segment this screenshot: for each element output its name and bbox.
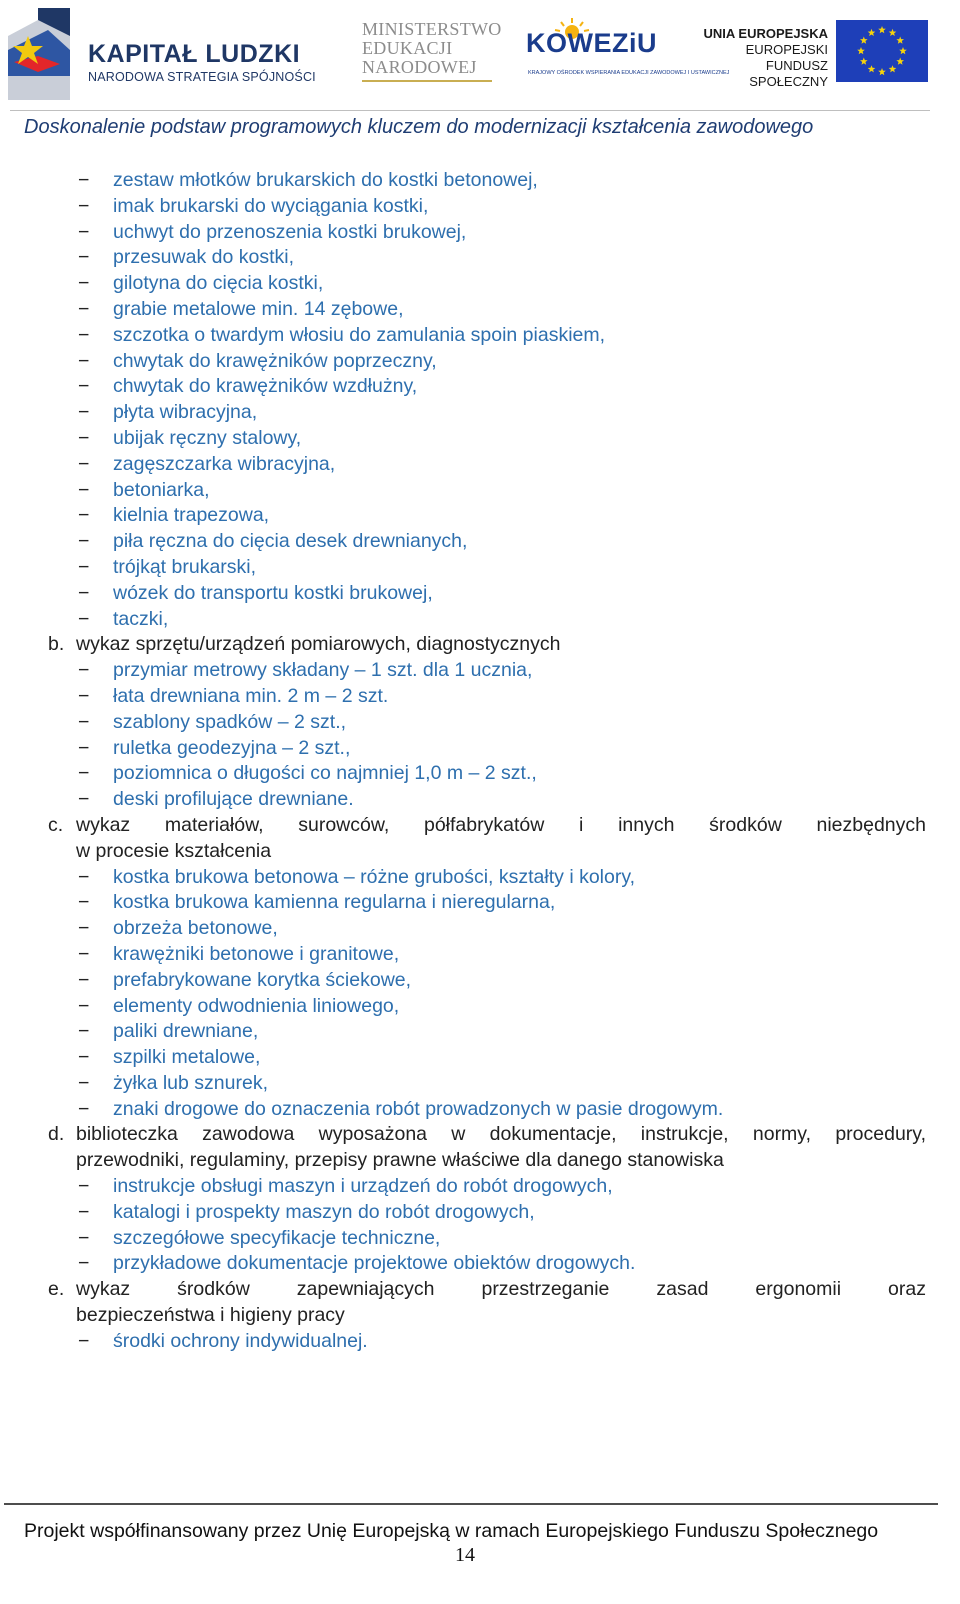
section-title: wykaz sprzętu/urządzeń pomiarowych, diagnostycznych bbox=[76, 633, 561, 656]
list-item-text: znaki drogowe do oznaczenia robót prowadzonych w pasie drogowym. bbox=[113, 1097, 724, 1120]
dash-bullet: − bbox=[78, 1200, 90, 1223]
list-item-text: obrzeża betonowe, bbox=[113, 917, 278, 940]
dash-bullet: − bbox=[78, 194, 90, 217]
dash-bullet: − bbox=[78, 994, 90, 1017]
list-item-text: szczotka o twardym włosiu do zamulania spoin piaskiem, bbox=[113, 323, 606, 346]
unia-europejska-logo bbox=[690, 20, 930, 90]
list-item-text: poziomnica o długości co najmniej 1,0 m – 2 szt., bbox=[113, 762, 537, 785]
dash-bullet: − bbox=[78, 1020, 90, 1043]
dash-bullet: − bbox=[78, 323, 90, 346]
list-item bbox=[0, 1097, 960, 1123]
list-item bbox=[0, 1019, 960, 1045]
dash-bullet: − bbox=[78, 530, 90, 553]
list-item-text: ubijak ręczny stalowy, bbox=[113, 426, 302, 449]
dash-bullet: − bbox=[78, 375, 90, 398]
list-item bbox=[0, 503, 960, 529]
section-title-line: wykaz środków zapewniających przestrzeganie zasad ergonomii oraz bbox=[76, 1278, 926, 1301]
kapital-ludzki-emblem-icon bbox=[8, 6, 72, 102]
list-item bbox=[0, 684, 960, 710]
list-item bbox=[0, 194, 960, 220]
koweziu-name: KOWEZiU bbox=[526, 28, 657, 58]
dash-bullet: − bbox=[78, 942, 90, 965]
list-item bbox=[0, 1045, 960, 1071]
list-item-text: gilotyna do cięcia kostki, bbox=[113, 272, 324, 295]
dash-bullet: − bbox=[78, 1252, 90, 1275]
list-item-text: katalogi i prospekty maszyn do robót drogowych, bbox=[113, 1200, 535, 1223]
list-item bbox=[0, 245, 960, 271]
ministry-gold-rule bbox=[362, 80, 492, 82]
list-item-text: szpilki metalowe, bbox=[113, 1046, 261, 1069]
list-item-text: płyta wibracyjna, bbox=[113, 401, 258, 424]
section-e-heading bbox=[0, 1277, 960, 1329]
list-item-text: prefabrykowane korytka ściekowe, bbox=[113, 968, 412, 991]
dash-bullet: − bbox=[78, 555, 90, 578]
ministry-line-1: MINISTERSTWO bbox=[362, 19, 502, 39]
kapital-ludzki-logo bbox=[6, 4, 316, 104]
dash-bullet: − bbox=[78, 788, 90, 811]
list-item-text: ruletka geodezyjna – 2 szt., bbox=[113, 736, 351, 759]
dash-bullet: − bbox=[78, 272, 90, 295]
koweziu-logo bbox=[524, 14, 730, 84]
list-item-text: paliki drewniane, bbox=[113, 1020, 259, 1043]
list-item bbox=[0, 1174, 960, 1200]
list-item bbox=[0, 271, 960, 297]
dash-bullet: − bbox=[78, 169, 90, 191]
list-item bbox=[0, 1226, 960, 1252]
list-item bbox=[0, 658, 960, 684]
list-item bbox=[0, 478, 960, 504]
list-item-text: kostka brukowa kamienna regularna i nieregularna, bbox=[113, 891, 556, 914]
list-item-text: łata drewniana min. 2 m – 2 szt. bbox=[113, 684, 389, 707]
dash-bullet: − bbox=[78, 1046, 90, 1069]
list-item-text: betoniarka, bbox=[113, 478, 210, 501]
list-item bbox=[0, 1251, 960, 1277]
section-b-heading bbox=[0, 632, 960, 658]
eu-line-3: FUNDUSZ SPOŁECZNY bbox=[749, 58, 828, 89]
list-item-text: kostka brukowa betonowa – różne grubości, kształty i kolory, bbox=[113, 865, 636, 888]
dash-bullet: − bbox=[78, 297, 90, 320]
section-title-line: przewodniki, regulaminy, przepisy prawne właściwe dla danego stanowiska bbox=[76, 1149, 724, 1172]
list-item-text: przesuwak do kostki, bbox=[113, 246, 294, 269]
list-item bbox=[0, 297, 960, 323]
list-item bbox=[0, 942, 960, 968]
section-title-line: w procesie kształcenia bbox=[76, 839, 272, 862]
list-item-text: kielnia trapezowa, bbox=[113, 504, 270, 527]
list-item-text: żyłka lub sznurek, bbox=[113, 1071, 268, 1094]
dash-bullet: − bbox=[78, 1226, 90, 1249]
dash-bullet: − bbox=[78, 917, 90, 940]
section-title-line: wykaz materiałów, surowców, półfabrykatów i innych środków niezbędnych bbox=[76, 813, 926, 836]
dash-bullet: − bbox=[78, 865, 90, 888]
page-header-title: Doskonalenie podstaw programowych kluczem do modernizacji kształcenia zawodowego bbox=[24, 116, 814, 138]
list-item-text: imak brukarski do wyciągania kostki, bbox=[113, 194, 429, 217]
dash-bullet: − bbox=[78, 659, 90, 682]
dash-bullet: − bbox=[78, 581, 90, 604]
dash-bullet: − bbox=[78, 401, 90, 424]
list-item bbox=[0, 736, 960, 762]
section-letter: d. bbox=[48, 1123, 65, 1146]
section-letter: b. bbox=[48, 633, 65, 656]
list-item-text: elementy odwodnienia liniowego, bbox=[113, 994, 400, 1017]
list-item bbox=[0, 916, 960, 942]
section-title-line: biblioteczka zawodowa wyposażona w dokumentacje, instrukcje, normy, procedury, bbox=[76, 1123, 926, 1146]
list-item-text: chwytak do krawężników wzdłużny, bbox=[113, 375, 418, 398]
section-d-heading bbox=[0, 1122, 960, 1174]
eu-line-2: EUROPEJSKI bbox=[745, 42, 828, 57]
section-title bbox=[76, 813, 926, 865]
dash-bullet: − bbox=[78, 246, 90, 269]
dash-bullet: − bbox=[78, 478, 90, 501]
dash-bullet: − bbox=[78, 426, 90, 449]
list-e bbox=[0, 1329, 960, 1355]
list-item-text: przykładowe dokumentacje projektowe obiektów drogowych. bbox=[113, 1252, 636, 1275]
ministry-line-3: NARODOWEJ bbox=[362, 57, 477, 77]
list-a-continued bbox=[0, 168, 960, 632]
ministry-line-2: EDUKACJI bbox=[362, 38, 453, 58]
list-item bbox=[0, 1329, 960, 1355]
dash-bullet: − bbox=[78, 1329, 90, 1352]
list-item bbox=[0, 426, 960, 452]
dash-bullet: − bbox=[78, 452, 90, 475]
list-item bbox=[0, 787, 960, 813]
list-d bbox=[0, 1174, 960, 1277]
list-item bbox=[0, 555, 960, 581]
logo-strip bbox=[0, 0, 960, 108]
list-item bbox=[0, 374, 960, 400]
list-item bbox=[0, 710, 960, 736]
list-item-text: przymiar metrowy składany – 1 szt. dla 1 ucznia, bbox=[113, 659, 533, 682]
list-item-text: deski profilujące drewniane. bbox=[113, 788, 354, 811]
section-letter: e. bbox=[48, 1278, 65, 1301]
list-item-text: zestaw młotków brukarskich do kostki betonowej, bbox=[113, 169, 538, 191]
kapital-ludzki-subtitle: NARODOWA STRATEGIA SPÓJNOŚCI bbox=[88, 70, 316, 84]
dash-bullet: − bbox=[78, 504, 90, 527]
dash-bullet: − bbox=[78, 1175, 90, 1198]
dash-bullet: − bbox=[78, 762, 90, 785]
list-item bbox=[0, 1200, 960, 1226]
section-title bbox=[76, 1122, 926, 1174]
list-item-text: zagęszczarka wibracyjna, bbox=[113, 452, 336, 475]
section-letter: c. bbox=[48, 813, 64, 836]
page-number: 14 bbox=[455, 1544, 475, 1566]
list-item-text: instrukcje obsługi maszyn i urządzeń do robót drogowych, bbox=[113, 1175, 613, 1198]
list-item-text: taczki, bbox=[113, 607, 169, 630]
eu-text bbox=[690, 26, 828, 90]
section-title bbox=[76, 1277, 926, 1329]
dash-bullet: − bbox=[78, 607, 90, 630]
list-item-text: grabie metalowe min. 14 zębowe, bbox=[113, 297, 404, 320]
footer-divider bbox=[4, 1503, 938, 1505]
list-item-text: szablony spadków – 2 szt., bbox=[113, 710, 347, 733]
list-item-text: krawężniki betonowe i granitowe, bbox=[113, 942, 400, 965]
list-item bbox=[0, 968, 960, 994]
list-item bbox=[0, 168, 960, 194]
dash-bullet: − bbox=[78, 968, 90, 991]
list-item bbox=[0, 607, 960, 633]
section-title-line: bezpieczeństwa i higieny pracy bbox=[76, 1304, 345, 1327]
list-item bbox=[0, 1071, 960, 1097]
list-item bbox=[0, 400, 960, 426]
list-item bbox=[0, 452, 960, 478]
dash-bullet: − bbox=[78, 1097, 90, 1120]
list-item-text: środki ochrony indywidualnej. bbox=[113, 1329, 368, 1352]
list-item bbox=[0, 323, 960, 349]
section-c-heading bbox=[0, 813, 960, 865]
list-item bbox=[0, 761, 960, 787]
ministerstwo-edukacji-logo bbox=[362, 20, 502, 80]
dash-bullet: − bbox=[78, 684, 90, 707]
kapital-ludzki-title: KAPITAŁ LUDZKI bbox=[88, 40, 301, 68]
list-item-text: piła ręczna do cięcia desek drewnianych, bbox=[113, 530, 468, 553]
list-item bbox=[0, 994, 960, 1020]
list-c bbox=[0, 865, 960, 1123]
list-b bbox=[0, 658, 960, 813]
dash-bullet: − bbox=[78, 891, 90, 914]
list-item-text: uchwyt do przenoszenia kostki brukowej, bbox=[113, 220, 467, 243]
list-item-text: trójkąt brukarski, bbox=[113, 555, 257, 578]
list-item bbox=[0, 581, 960, 607]
koweziu-subtitle: KRAJOWY OŚRODEK WSPIERANIA EDUKACJI ZAWODOWEJ I USTAWICZNEJ bbox=[528, 70, 730, 76]
footer-funding-note: Projekt współfinansowany przez Unię Europejską w ramach Europejskiego Funduszu Społecznego bbox=[24, 1520, 879, 1542]
list-item bbox=[0, 349, 960, 375]
dash-bullet: − bbox=[78, 736, 90, 759]
header-divider bbox=[10, 110, 930, 111]
dash-bullet: − bbox=[78, 1071, 90, 1094]
dash-bullet: − bbox=[78, 349, 90, 372]
document-body bbox=[0, 168, 960, 1355]
list-item-text: szczegółowe specyfikacje techniczne, bbox=[113, 1226, 441, 1249]
list-item bbox=[0, 865, 960, 891]
dash-bullet: − bbox=[78, 220, 90, 243]
list-item bbox=[0, 529, 960, 555]
list-item bbox=[0, 890, 960, 916]
list-item bbox=[0, 220, 960, 246]
eu-flag-icon bbox=[836, 20, 928, 82]
list-item-text: wózek do transportu kostki brukowej, bbox=[113, 581, 433, 604]
list-item-text: chwytak do krawężników poprzeczny, bbox=[113, 349, 437, 372]
dash-bullet: − bbox=[78, 710, 90, 733]
eu-line-1: UNIA EUROPEJSKA bbox=[703, 26, 828, 41]
